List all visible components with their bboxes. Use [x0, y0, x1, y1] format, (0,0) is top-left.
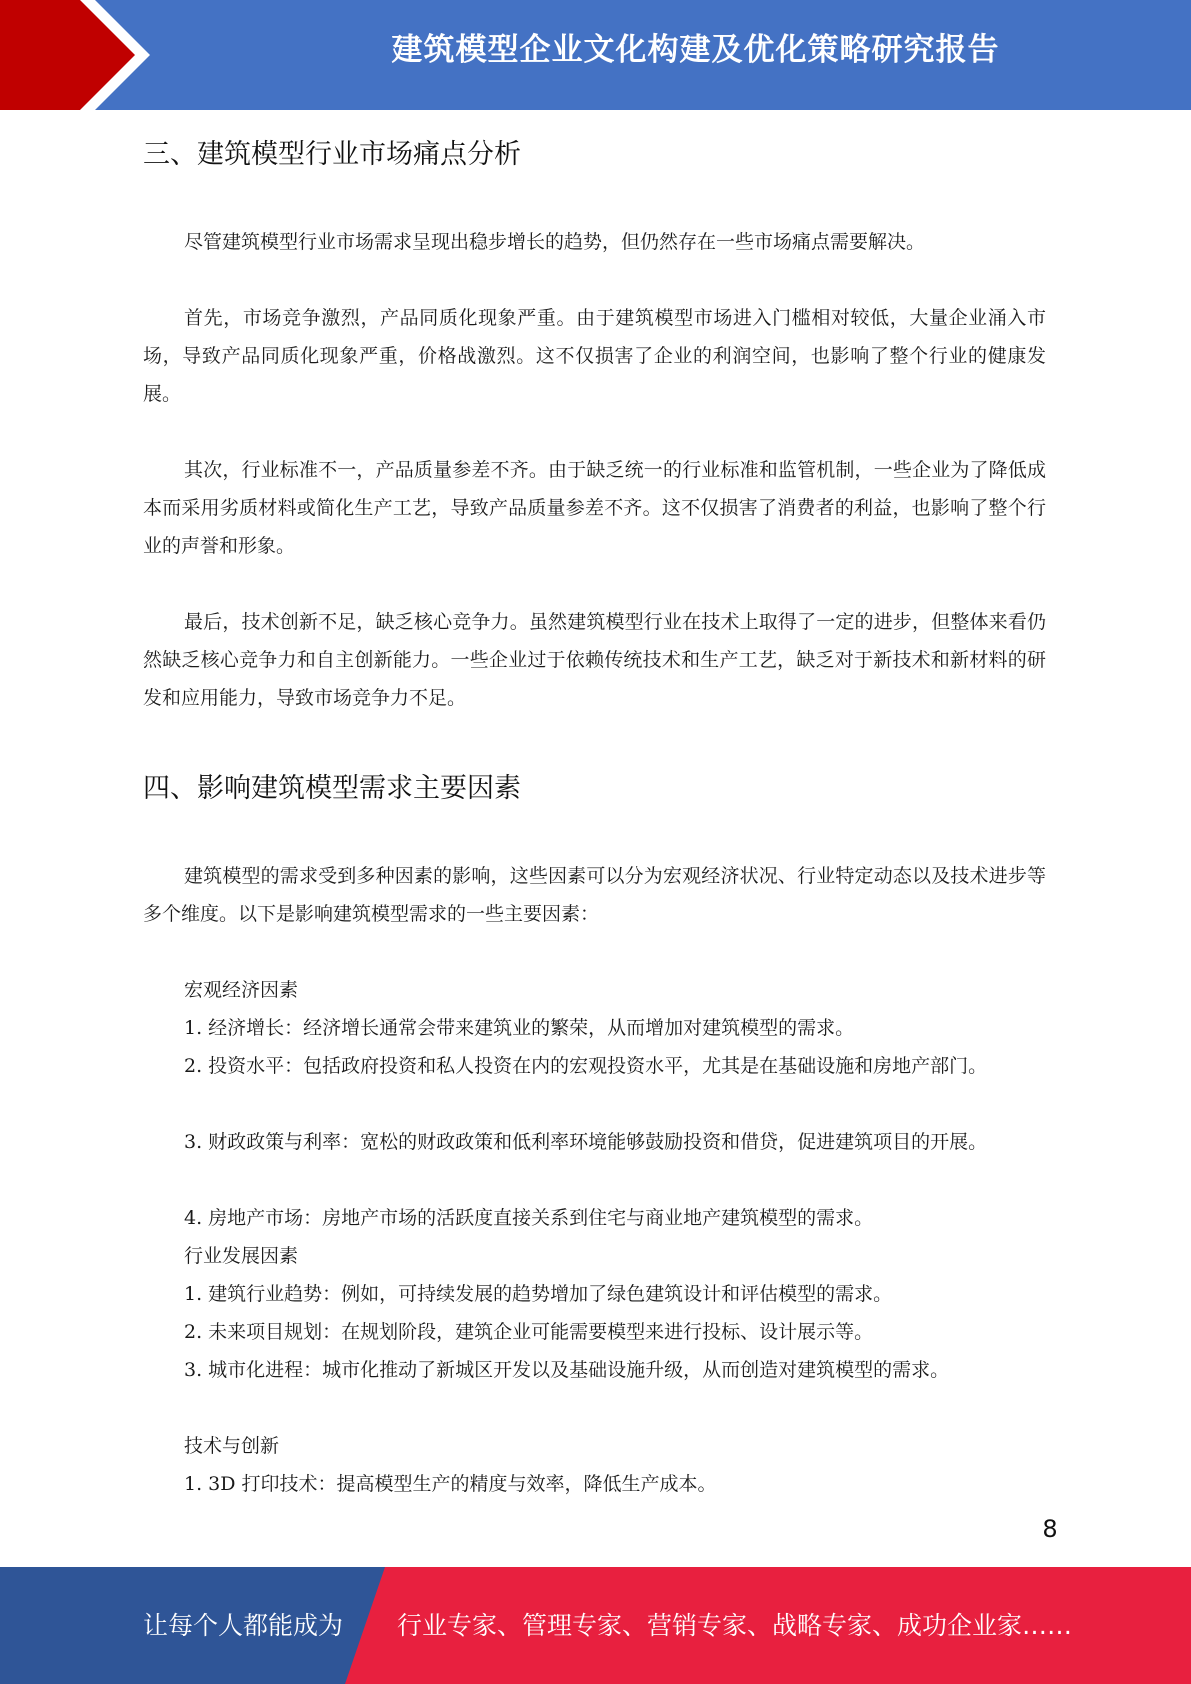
document-title: 建筑模型企业文化构建及优化策略研究报告: [391, 32, 1000, 68]
list-item: 3. 财政政策与利率：宽松的财政政策和低利率环境能够鼓励投资和借贷，促进建筑项目的开展。: [184, 1131, 988, 1153]
list-item: 1. 建筑行业趋势：例如，可持续发展的趋势增加了绿色建筑设计和评估模型的需求。: [184, 1283, 893, 1305]
section-heading-4: 四、影响建筑模型需求主要因素: [143, 773, 521, 804]
page-number: 8: [1042, 1515, 1058, 1543]
group-title: 技术与创新: [184, 1435, 280, 1457]
list-item: 1. 3D 打印技术：提高模型生产的精度与效率，降低生产成本。: [184, 1473, 717, 1495]
section-heading-3: 三、建筑模型行业市场痛点分析: [143, 139, 521, 170]
paragraph: 建筑模型的需求受到多种因素的影响，这些因素可以分为宏观经济状况、行业特定动态以及技术进步等多个维度。以下是影响建筑模型需求的一些主要因素：: [143, 865, 1046, 925]
footer-slogan-left: 让每个人都能成为: [143, 1611, 344, 1640]
list-item: 3. 城市化进程：城市化推动了新城区开发以及基础设施升级，从而创造对建筑模型的需求。: [184, 1359, 950, 1381]
page-header: [0, 0, 1191, 110]
paragraph: 其次，行业标准不一，产品质量参差不齐。由于缺乏统一的行业标准和监管机制，一些企业为了降低成本而采用劣质材料或简化生产工艺，导致产品质量参差不齐。这不仅损害了消费者的利益，也影响了整个行业的声誉和形象。: [143, 459, 1046, 557]
list-item: 2. 未来项目规划：在规划阶段，建筑企业可能需要模型来进行投标、设计展示等。: [184, 1321, 874, 1343]
footer-slogan-right: 行业专家、管理专家、营销专家、战略专家、成功企业家……: [397, 1611, 1073, 1640]
group-title: 行业发展因素: [184, 1245, 299, 1267]
paragraph: 最后，技术创新不足，缺乏核心竞争力。虽然建筑模型行业在技术上取得了一定的进步，但整体来看仍然缺乏核心竞争力和自主创新能力。一些企业过于依赖传统技术和生产工艺，缺乏对于新技术和新材料的研发和应用能力，导致市场竞争力不足。: [143, 611, 1046, 709]
group-title: 宏观经济因素: [184, 979, 299, 1001]
page-footer: [0, 1567, 1191, 1684]
list-item: 2. 投资水平：包括政府投资和私人投资在内的宏观投资水平，尤其是在基础设施和房地产部门。: [184, 1055, 988, 1077]
list-item: 4. 房地产市场：房地产市场的活跃度直接关系到住宅与商业地产建筑模型的需求。: [184, 1207, 874, 1229]
paragraph: 首先，市场竞争激烈，产品同质化现象严重。由于建筑模型市场进入门槛相对较低，大量企业涌入市场，导致产品同质化现象严重，价格战激烈。这不仅损害了企业的利润空间，也影响了整个行业的健康发展。: [143, 307, 1046, 405]
paragraph: 尽管建筑模型行业市场需求呈现出稳步增长的趋势，但仍然存在一些市场痛点需要解决。: [184, 231, 926, 253]
list-item: 1. 经济增长：经济增长通常会带来建筑业的繁荣，从而增加对建筑模型的需求。: [184, 1017, 855, 1039]
